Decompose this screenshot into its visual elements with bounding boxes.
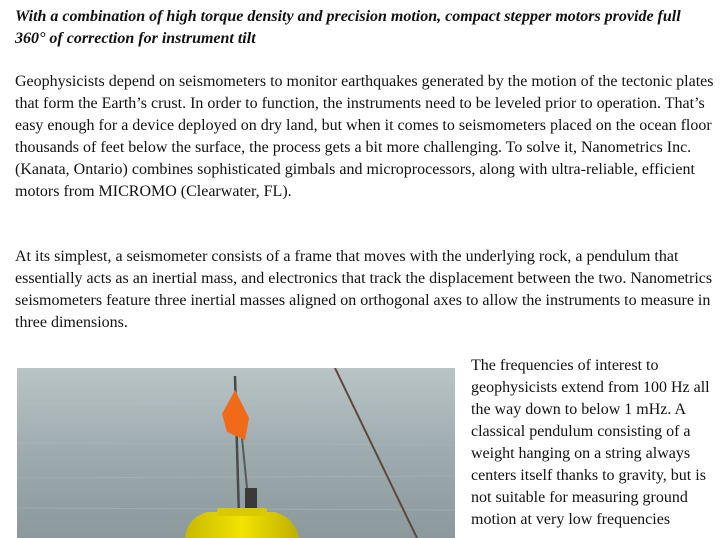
paragraph-intro: Geophysicists depend on seismometers to monitor earthquakes generated by the motion of the tectonic plates that form the Earth’s crust. In order to function, the instruments need to be leveled prior to operation. That’s easy enough for a device deployed on dry land, but when it comes to seismometers placed on the ocean floor thousands of feet below the surface, the process gets a bit more challenging. To solve it, Nanometrics Inc. (Kanata, Ontario) combines sophisticated gimbals and microprocessors, along with ultra-reliable, efficient motors from MICROMO (Clearwater, FL).: [15, 73, 714, 200]
buoy-illustration: [17, 368, 455, 538]
ocean-buoy-photo: [17, 368, 455, 538]
paragraph-seismometer-basics: At its simplest, a seismometer consists of a frame that moves with the underlying rock, a pendulum that essentially acts as an inertial mass, and electronics that track the displacement between the two. Nanometrics seismometers feature three inertial masses aligned on orthogonal axes to allow the instruments to measure in three dimensions.: [15, 248, 713, 331]
article-subtitle: With a combination of high torque density and precision motion, compact stepper motors provide full 360° of correction for instrument tilt: [15, 8, 681, 47]
buoy-top: [217, 508, 267, 516]
paragraph-frequencies: The frequencies of interest to geophysicists extend from 100 Hz all the way down to below 1 mHz. A classical pendulum consisting of a weight hanging on a string always centers itself thanks to gravity, but is not suitable for measuring ground motion at very low frequencies: [471, 357, 710, 528]
